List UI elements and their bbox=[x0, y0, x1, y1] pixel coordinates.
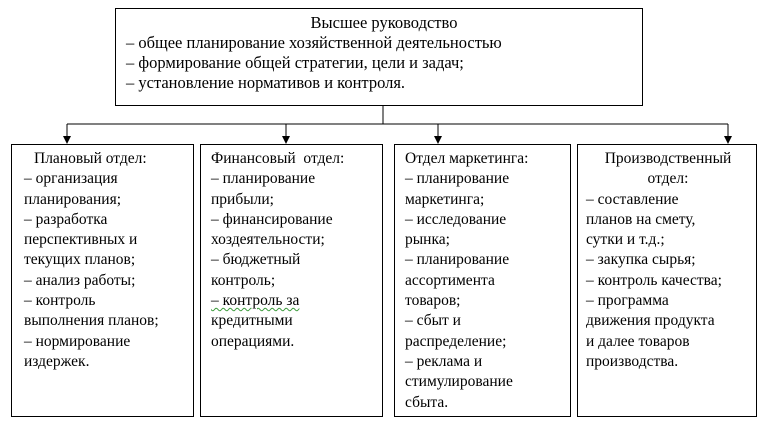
department-line: ассортимента bbox=[405, 271, 495, 289]
department-line: планов на смету, bbox=[586, 210, 696, 228]
department-line: хоздеятельности; bbox=[211, 231, 325, 249]
department-title: Финансовый отдел: bbox=[211, 150, 345, 167]
department-line: – финансирование bbox=[211, 210, 333, 228]
department-line: товаров; bbox=[405, 292, 461, 310]
department-line: прибыли; bbox=[211, 190, 274, 208]
arrow-1 bbox=[63, 136, 71, 144]
arrow-4 bbox=[724, 136, 732, 144]
department-title: Плановый отдел: bbox=[34, 150, 147, 167]
department-title: отдел: bbox=[647, 170, 689, 188]
department-line: – планирование bbox=[405, 251, 510, 269]
production-department-box bbox=[577, 144, 757, 417]
department-line: текущих планов; bbox=[24, 251, 136, 269]
department-line: кредитными bbox=[211, 312, 293, 330]
department-line: – планирование bbox=[405, 170, 510, 188]
department-line: – контроль качества; bbox=[586, 271, 722, 289]
department-line: стимулирование bbox=[405, 373, 513, 391]
department-line: рынка; bbox=[405, 231, 450, 249]
department-line: – контроль за bbox=[211, 292, 300, 310]
department-line: – разработка bbox=[24, 210, 108, 228]
department-line: сбыта. bbox=[405, 393, 449, 411]
department-line: – бюджетный bbox=[211, 251, 301, 269]
department-line: и далее товаров bbox=[586, 332, 690, 350]
department-line: – планирование bbox=[211, 170, 316, 188]
department-line: распределение; bbox=[405, 332, 507, 350]
department-line: – составление bbox=[586, 190, 679, 208]
department-line: – программа bbox=[586, 292, 669, 310]
department-line: – закупка сырья; bbox=[586, 251, 696, 269]
department-line: операциями. bbox=[211, 332, 295, 350]
department-line: – анализ работы; bbox=[24, 271, 136, 289]
department-line: – контроль bbox=[24, 292, 96, 310]
top-management-line: – формирование общей стратегии, цели и задач; bbox=[126, 53, 464, 72]
department-title: Производственный bbox=[604, 150, 732, 167]
department-line: производства. bbox=[586, 352, 679, 370]
department-line: выполнения планов; bbox=[24, 312, 159, 330]
department-line: – нормирование bbox=[24, 332, 131, 350]
department-line: контроль; bbox=[211, 271, 276, 289]
department-line: планирования; bbox=[24, 190, 122, 208]
department-line: перспективных и bbox=[24, 231, 138, 249]
department-line: сутки и т.д.; bbox=[586, 231, 665, 249]
department-line: маркетинга; bbox=[405, 190, 485, 208]
department-line: издержек. bbox=[24, 352, 90, 370]
department-line: – организация bbox=[24, 170, 118, 188]
top-management-line: – установление нормативов и контроля. bbox=[126, 73, 406, 92]
department-line: – исследование bbox=[405, 210, 507, 228]
planning-department-box bbox=[11, 144, 194, 417]
department-line: – реклама и bbox=[405, 352, 483, 370]
finance-department-box bbox=[200, 144, 383, 417]
arrow-2 bbox=[282, 136, 290, 144]
department-title: Отдел маркетинга: bbox=[405, 150, 529, 167]
marketing-department-box bbox=[394, 144, 571, 417]
top-management-line: – общее планирование хозяйственной деятельностью bbox=[126, 33, 502, 52]
arrow-3 bbox=[434, 136, 442, 144]
top-management-box bbox=[115, 8, 643, 106]
department-line: – сбыт и bbox=[405, 312, 461, 330]
department-line: движения продукта bbox=[586, 312, 715, 330]
top-management-title: Высшее руководство bbox=[310, 13, 458, 32]
